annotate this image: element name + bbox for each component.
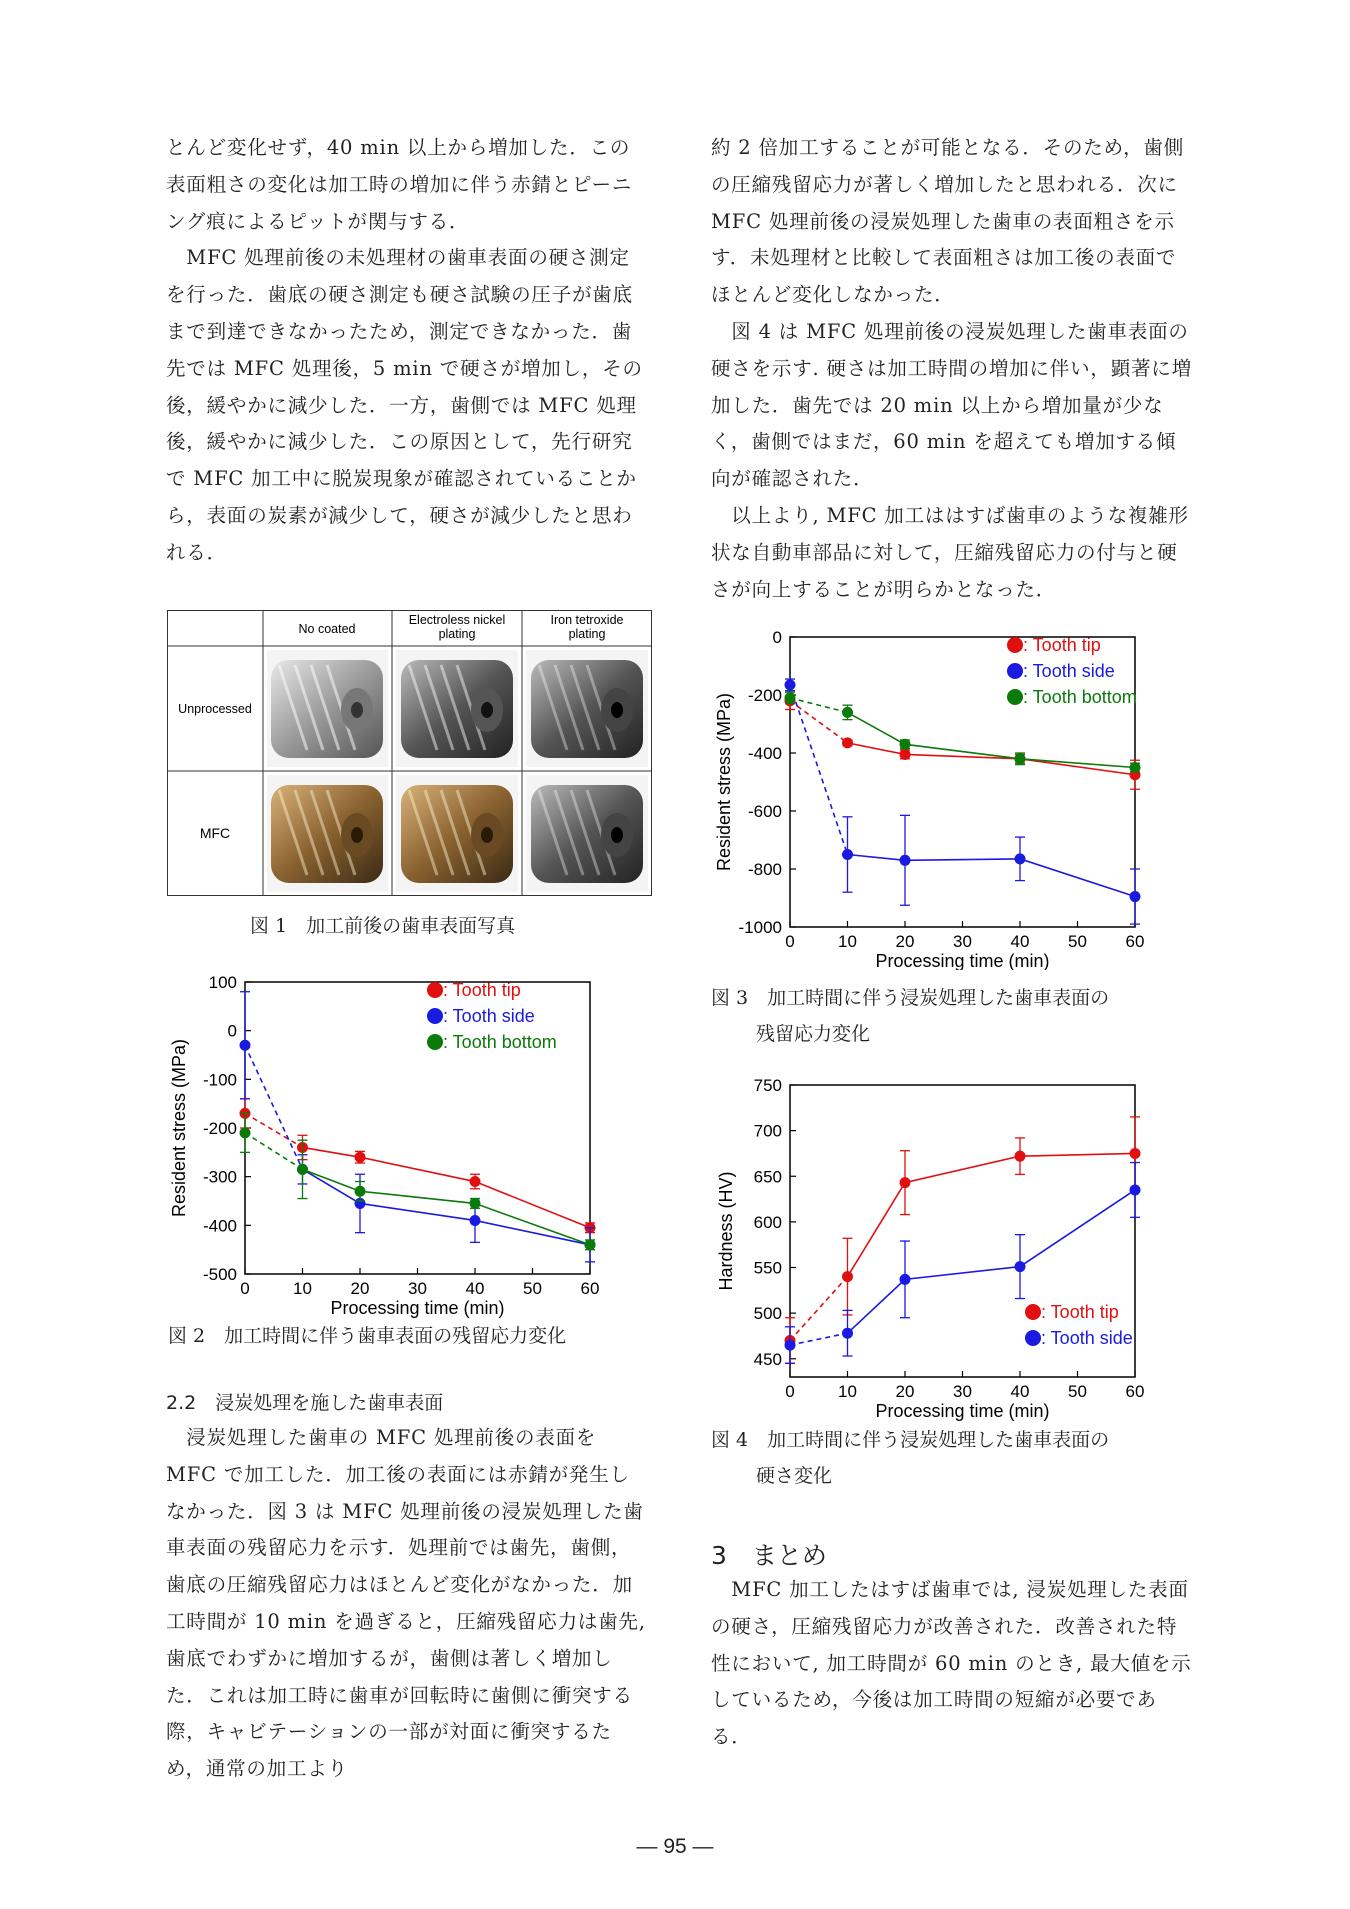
y-tick-label: -600	[747, 802, 782, 821]
page-number: — 95 —	[636, 1835, 714, 1858]
data-point	[900, 749, 911, 760]
legend-label: : Tooth side	[1023, 661, 1115, 681]
data-point	[470, 1176, 481, 1187]
x-tick-label: 30	[408, 1279, 427, 1298]
figure2-chart	[165, 960, 665, 1320]
y-tick-label: -400	[202, 1216, 237, 1236]
data-point	[785, 679, 796, 690]
gear-photo	[267, 650, 388, 767]
legend-marker	[1025, 1304, 1041, 1320]
x-tick-label: 30	[953, 932, 972, 951]
paragraph: MFC 加工したはすば歯車では, 浸炭処理した表面の硬さ，圧縮残留応力が改善された．改善された特性において, 加工時間が 60 min のとき, 最大値を示しているため，今後は加工時間の短縮が必要である．	[711, 1578, 1192, 1749]
gear-photo	[526, 650, 648, 767]
gear-photo	[267, 775, 388, 892]
legend-label: : Tooth tip	[443, 980, 521, 1000]
data-point	[900, 1274, 911, 1285]
figure4-chart	[710, 1065, 1210, 1425]
data-point	[842, 707, 853, 718]
data-point	[470, 1215, 481, 1226]
figure4-caption-line1: 図 4 加工時間に伴う浸炭処理した歯車表面の	[711, 1429, 1110, 1451]
col-header-electroless-2: plating	[438, 627, 476, 641]
y-tick-label: -1000	[738, 918, 782, 937]
y-tick-label: 450	[753, 1349, 782, 1369]
legend-label: : Tooth side	[443, 1006, 535, 1026]
col-header-iron-2: plating	[568, 627, 606, 641]
x-tick-label: 0	[240, 1279, 250, 1298]
legend-marker	[1007, 689, 1023, 705]
paragraph: 約 2 倍加工することが可能となる．そのため，歯側の圧縮残留応力が著しく増加したと思われる．次に MFC 処理前後の浸炭処理した歯車の表面粗さを示す．未処理材と比較して表面粗さは加工後の表面でほとんど変化しなかった．	[711, 136, 1185, 307]
legend-label: : Tooth tip	[1023, 635, 1101, 655]
paragraph: とんど変化せず，40 min 以上から増加した．この表面粗さの変化は加工時の増加に伴う赤錆とピーニング痕によるピットが関与する．	[166, 136, 633, 233]
col-header-no-coated: No coated	[298, 622, 356, 636]
gear-photo	[396, 650, 518, 767]
x-tick-label: 40	[465, 1279, 485, 1298]
data-point	[585, 1239, 596, 1250]
section-2-2-body	[166, 1420, 650, 1788]
data-point	[355, 1186, 366, 1197]
legend-marker	[1007, 663, 1023, 679]
left-column	[166, 130, 650, 572]
legend-label: : Tooth side	[1041, 1328, 1133, 1348]
y-axis-label: Hardness (HV)	[716, 1171, 736, 1291]
figure3-chart	[710, 615, 1210, 970]
legend-marker	[1025, 1330, 1041, 1346]
x-tick-label: 10	[293, 1279, 312, 1298]
y-tick-label: -300	[202, 1167, 237, 1187]
row-header-mfc: MFC	[199, 825, 231, 841]
x-tick-label: 20	[895, 932, 915, 951]
x-tick-label: 40	[1010, 932, 1030, 951]
y-tick-label: 100	[208, 973, 237, 992]
x-tick-label: 60	[580, 1279, 600, 1298]
y-tick-label: 0	[227, 1021, 237, 1041]
data-point	[1130, 762, 1141, 773]
y-tick-label: -200	[202, 1119, 237, 1138]
x-tick-label: 20	[350, 1279, 370, 1298]
data-point	[297, 1164, 308, 1175]
data-point	[842, 849, 853, 860]
data-point	[900, 1177, 911, 1188]
paragraph: 図 4 は MFC 処理前後の浸炭処理した歯車表面の硬さを示す. 硬さは加工時間の増加に伴い，顕著に増加した．歯先では 20 min 以上から増加量が少なく，歯側ではまだ，60 min を超えても増加する傾向が確認された．	[711, 319, 1192, 491]
y-tick-label: 750	[753, 1076, 782, 1095]
x-tick-label: 40	[1010, 1382, 1030, 1401]
section-3-title: 3 まとめ	[711, 1541, 827, 1570]
data-point	[1015, 1151, 1026, 1162]
gear-photo	[526, 775, 648, 892]
x-tick-label: 50	[523, 1279, 542, 1298]
paragraph: MFC 処理前後の未処理材の歯車表面の硬さ測定を行った．歯底の硬さ測定も硬さ試験の圧子が歯底まで到達できなかったため，測定できなかった．歯先では MFC 処理後，5 min で硬さが増加し，その後，緩やかに減少した．一方，歯側では MFC 処理後，緩やかに減少した．この原因として，先行研究で MFC 加工中に脱炭現象が確認されていることから，表面の炭素が減少して，硬さが減少したと思われる．	[166, 246, 643, 564]
y-tick-label: -400	[747, 744, 782, 763]
data-point	[240, 1127, 251, 1138]
data-point	[900, 739, 911, 750]
paragraph: 以上より, MFC 加工ははすば歯車のような複雑形状な自動車部品に対して，圧縮残留応力の付与と硬さが向上することが明らかとなった．	[711, 503, 1189, 601]
figure4-caption-line2: 硬さ変化	[756, 1465, 833, 1487]
data-point	[1015, 753, 1026, 764]
section-2-2-title: 2.2 浸炭処理を施した歯車表面	[166, 1392, 444, 1414]
figure1-photo-table	[167, 610, 652, 896]
data-point	[240, 1040, 251, 1051]
y-axis-label: Resident stress (MPa)	[169, 1038, 189, 1218]
y-tick-label: 550	[753, 1258, 782, 1278]
x-axis-label: Processing time (min)	[875, 951, 1050, 970]
section-3-body	[711, 1572, 1195, 1756]
y-tick-label: 600	[753, 1212, 782, 1232]
data-point	[1130, 1148, 1141, 1159]
data-point	[842, 737, 853, 748]
data-point	[355, 1152, 366, 1163]
x-tick-label: 60	[1125, 932, 1145, 951]
x-tick-label: 0	[785, 1382, 795, 1401]
x-axis-label: Processing time (min)	[875, 1401, 1050, 1421]
row-header-unprocessed: Unprocessed	[178, 702, 252, 716]
data-point	[1015, 1261, 1026, 1272]
y-tick-label: 650	[753, 1167, 782, 1187]
data-point	[842, 1271, 853, 1282]
data-point	[470, 1198, 481, 1209]
col-header-iron: Iron tetroxide	[550, 613, 624, 627]
x-tick-label: 20	[895, 1382, 915, 1401]
x-axis-label: Processing time (min)	[330, 1298, 505, 1318]
data-point	[1130, 1184, 1141, 1195]
y-tick-label: -200	[747, 686, 782, 705]
y-tick-label: 0	[772, 628, 782, 647]
legend-label: : Tooth bottom	[443, 1032, 557, 1052]
y-tick-label: -100	[202, 1070, 237, 1090]
figure3-caption-line2: 残留応力変化	[756, 1023, 871, 1045]
figure2-caption: 図 2 加工時間に伴う歯車表面の残留応力変化	[168, 1325, 567, 1347]
data-point	[1015, 853, 1026, 864]
x-tick-label: 0	[785, 932, 795, 951]
y-tick-label: -500	[202, 1265, 237, 1284]
x-tick-label: 60	[1125, 1382, 1145, 1401]
figure1-caption: 図 1 加工前後の歯車表面写真	[250, 915, 516, 937]
y-tick-label: 500	[753, 1304, 782, 1324]
gear-photo	[396, 775, 518, 892]
y-tick-label: -800	[747, 860, 782, 879]
col-header-electroless: Electroless nickel	[408, 613, 506, 627]
legend-marker	[427, 982, 443, 998]
data-point	[1130, 891, 1141, 902]
data-point	[900, 855, 911, 866]
paragraph: 浸炭処理した歯車の MFC 処理前後の表面を MFC で加工した．加工後の表面には赤錆が発生しなかった．図 3 は MFC 処理前後の浸炭処理した歯車表面の残留応力を示す．処理前では歯先，歯側，歯底の圧縮残留応力はほとんど変化がなかった．加工時間が 10 min を過ぎると，圧縮残留応力は歯先, 歯底でわずかに増加するが，歯側は著しく増加した．これは加工時に歯車が回転時に歯側に衝突する際，キャビテーションの一部が対面に衝突するため，通常の加工より	[166, 1426, 646, 1781]
data-point	[842, 1328, 853, 1339]
data-point	[785, 1340, 796, 1351]
plot-frame	[245, 982, 590, 1274]
x-tick-label: 10	[838, 1382, 857, 1401]
y-tick-label: 700	[753, 1121, 782, 1141]
x-tick-label: 50	[1068, 932, 1087, 951]
x-tick-label: 50	[1068, 1382, 1087, 1401]
x-tick-label: 30	[953, 1382, 972, 1401]
legend-label: : Tooth tip	[1041, 1302, 1119, 1322]
right-column	[711, 130, 1195, 608]
legend-marker	[427, 1008, 443, 1024]
legend-marker	[427, 1034, 443, 1050]
y-axis-label: Resident stress (MPa)	[714, 692, 734, 872]
legend-marker	[1007, 637, 1023, 653]
data-point	[785, 692, 796, 703]
x-tick-label: 10	[838, 932, 857, 951]
legend-label: : Tooth bottom	[1023, 687, 1137, 707]
figure3-caption-line1: 図 3 加工時間に伴う浸炭処理した歯車表面の	[711, 987, 1110, 1009]
